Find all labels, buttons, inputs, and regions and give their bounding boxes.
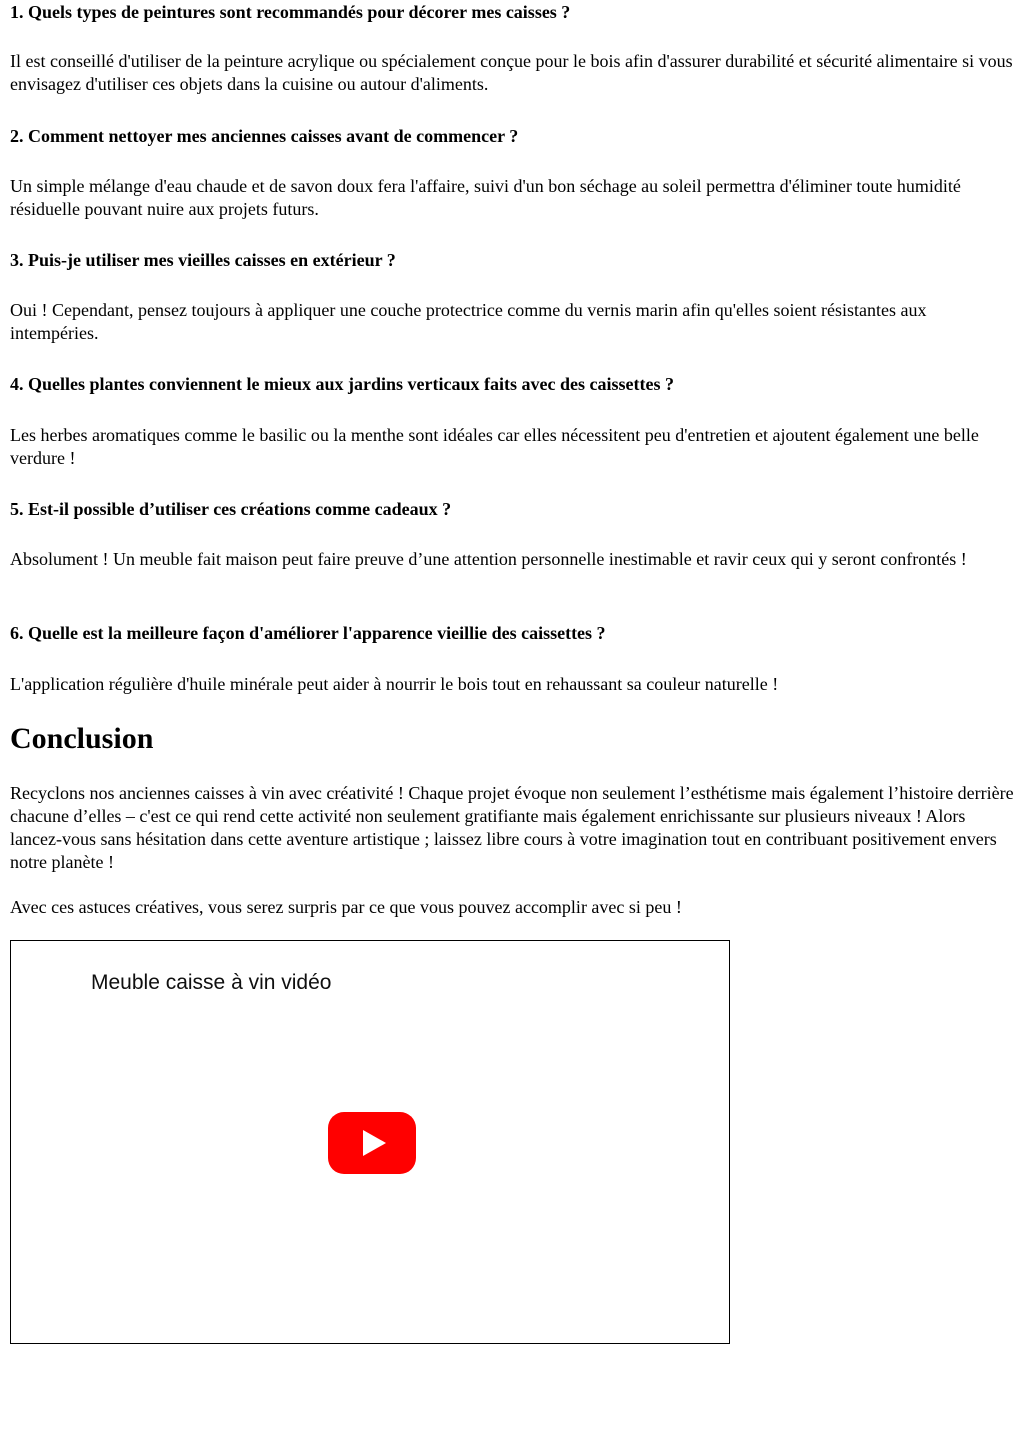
- faq-answer-1: [10, 50, 1014, 96]
- conclusion-heading: Conclusion: [10, 722, 154, 755]
- faq-answer: Il est conseillé d'utiliser de la peinture acrylique ou spécialement conçue pour le bois afin d'assurer durabilité et sécurité alimentaire si vous envisagez d'utiliser ces objets dans la cuisine ou autour d'aliments.: [10, 51, 1013, 94]
- faq-answer-3: [10, 299, 1014, 345]
- faq-answer: Les herbes aromatiques comme le basilic ou la menthe sont idéales car elles nécessitent peu d'entretien et ajoutent également une belle verdure !: [10, 425, 979, 468]
- faq-question: 1. Quels types de peintures sont recommandés pour décorer mes caisses ?: [10, 2, 571, 22]
- faq-question: 2. Comment nettoyer mes anciennes caisses avant de commencer ?: [10, 126, 519, 146]
- faq-answer-6: [10, 673, 1014, 696]
- conclusion-paragraph-2: [10, 896, 1014, 919]
- faq-item-5: [10, 498, 1014, 521]
- video-embed[interactable]: [10, 940, 730, 1344]
- conclusion-section: [10, 721, 1014, 757]
- youtube-play-icon[interactable]: [328, 1112, 416, 1174]
- faq-question: 5. Est-il possible d’utiliser ces créations comme cadeaux ?: [10, 499, 452, 519]
- faq-answer-4: [10, 424, 1014, 470]
- faq-answer: L'application régulière d'huile minérale peut aider à nourrir le bois tout en rehaussant sa couleur naturelle !: [10, 674, 779, 694]
- conclusion-text: Recyclons nos anciennes caisses à vin avec créativité ! Chaque projet évoque non seulement l’esthétisme mais également l’histoire derrière chacune d’elles – c'est ce qui rend cette activité non seulement gratifiante mais également enrichissante sur plusieurs niveaux ! Alors lancez-vous sans hésitation dans cette aventure artistique ; laissez libre cours à votre imagination tout en contribuant positivement envers notre planète !: [10, 783, 1014, 872]
- faq-question: 4. Quelles plantes conviennent le mieux aux jardins verticaux faits avec des caissettes ?: [10, 374, 674, 394]
- faq-item-2: [10, 125, 1014, 148]
- faq-answer: Absolument ! Un meuble fait maison peut faire preuve d’une attention personnelle inestimable et ravir ceux qui y seront confrontés !: [10, 549, 967, 569]
- faq-question: 6. Quelle est la meilleure façon d'améliorer l'apparence vieillie des caissettes ?: [10, 623, 606, 643]
- conclusion-paragraph-1: [10, 782, 1014, 874]
- conclusion-text: Avec ces astuces créatives, vous serez surpris par ce que vous pouvez accomplir avec si peu !: [10, 897, 682, 917]
- faq-answer: Oui ! Cependant, pensez toujours à appliquer une couche protectrice comme du vernis marin afin qu'elles soient résistantes aux intempéries.: [10, 300, 927, 343]
- faq-answer-5: [10, 548, 1014, 571]
- faq-answer: Un simple mélange d'eau chaude et de savon doux fera l'affaire, suivi d'un bon séchage au soleil permettra d'éliminer toute humidité résiduelle pouvant nuire aux projets futurs.: [10, 176, 961, 219]
- faq-item-6: [10, 622, 1014, 645]
- faq-item-1: [10, 1, 1014, 24]
- video-title[interactable]: Meuble caisse à vin vidéo: [91, 971, 332, 994]
- faq-item-4: [10, 373, 1014, 396]
- faq-answer-2: [10, 175, 1014, 221]
- faq-question: 3. Puis-je utiliser mes vieilles caisses en extérieur ?: [10, 250, 396, 270]
- faq-item-3: [10, 249, 1014, 272]
